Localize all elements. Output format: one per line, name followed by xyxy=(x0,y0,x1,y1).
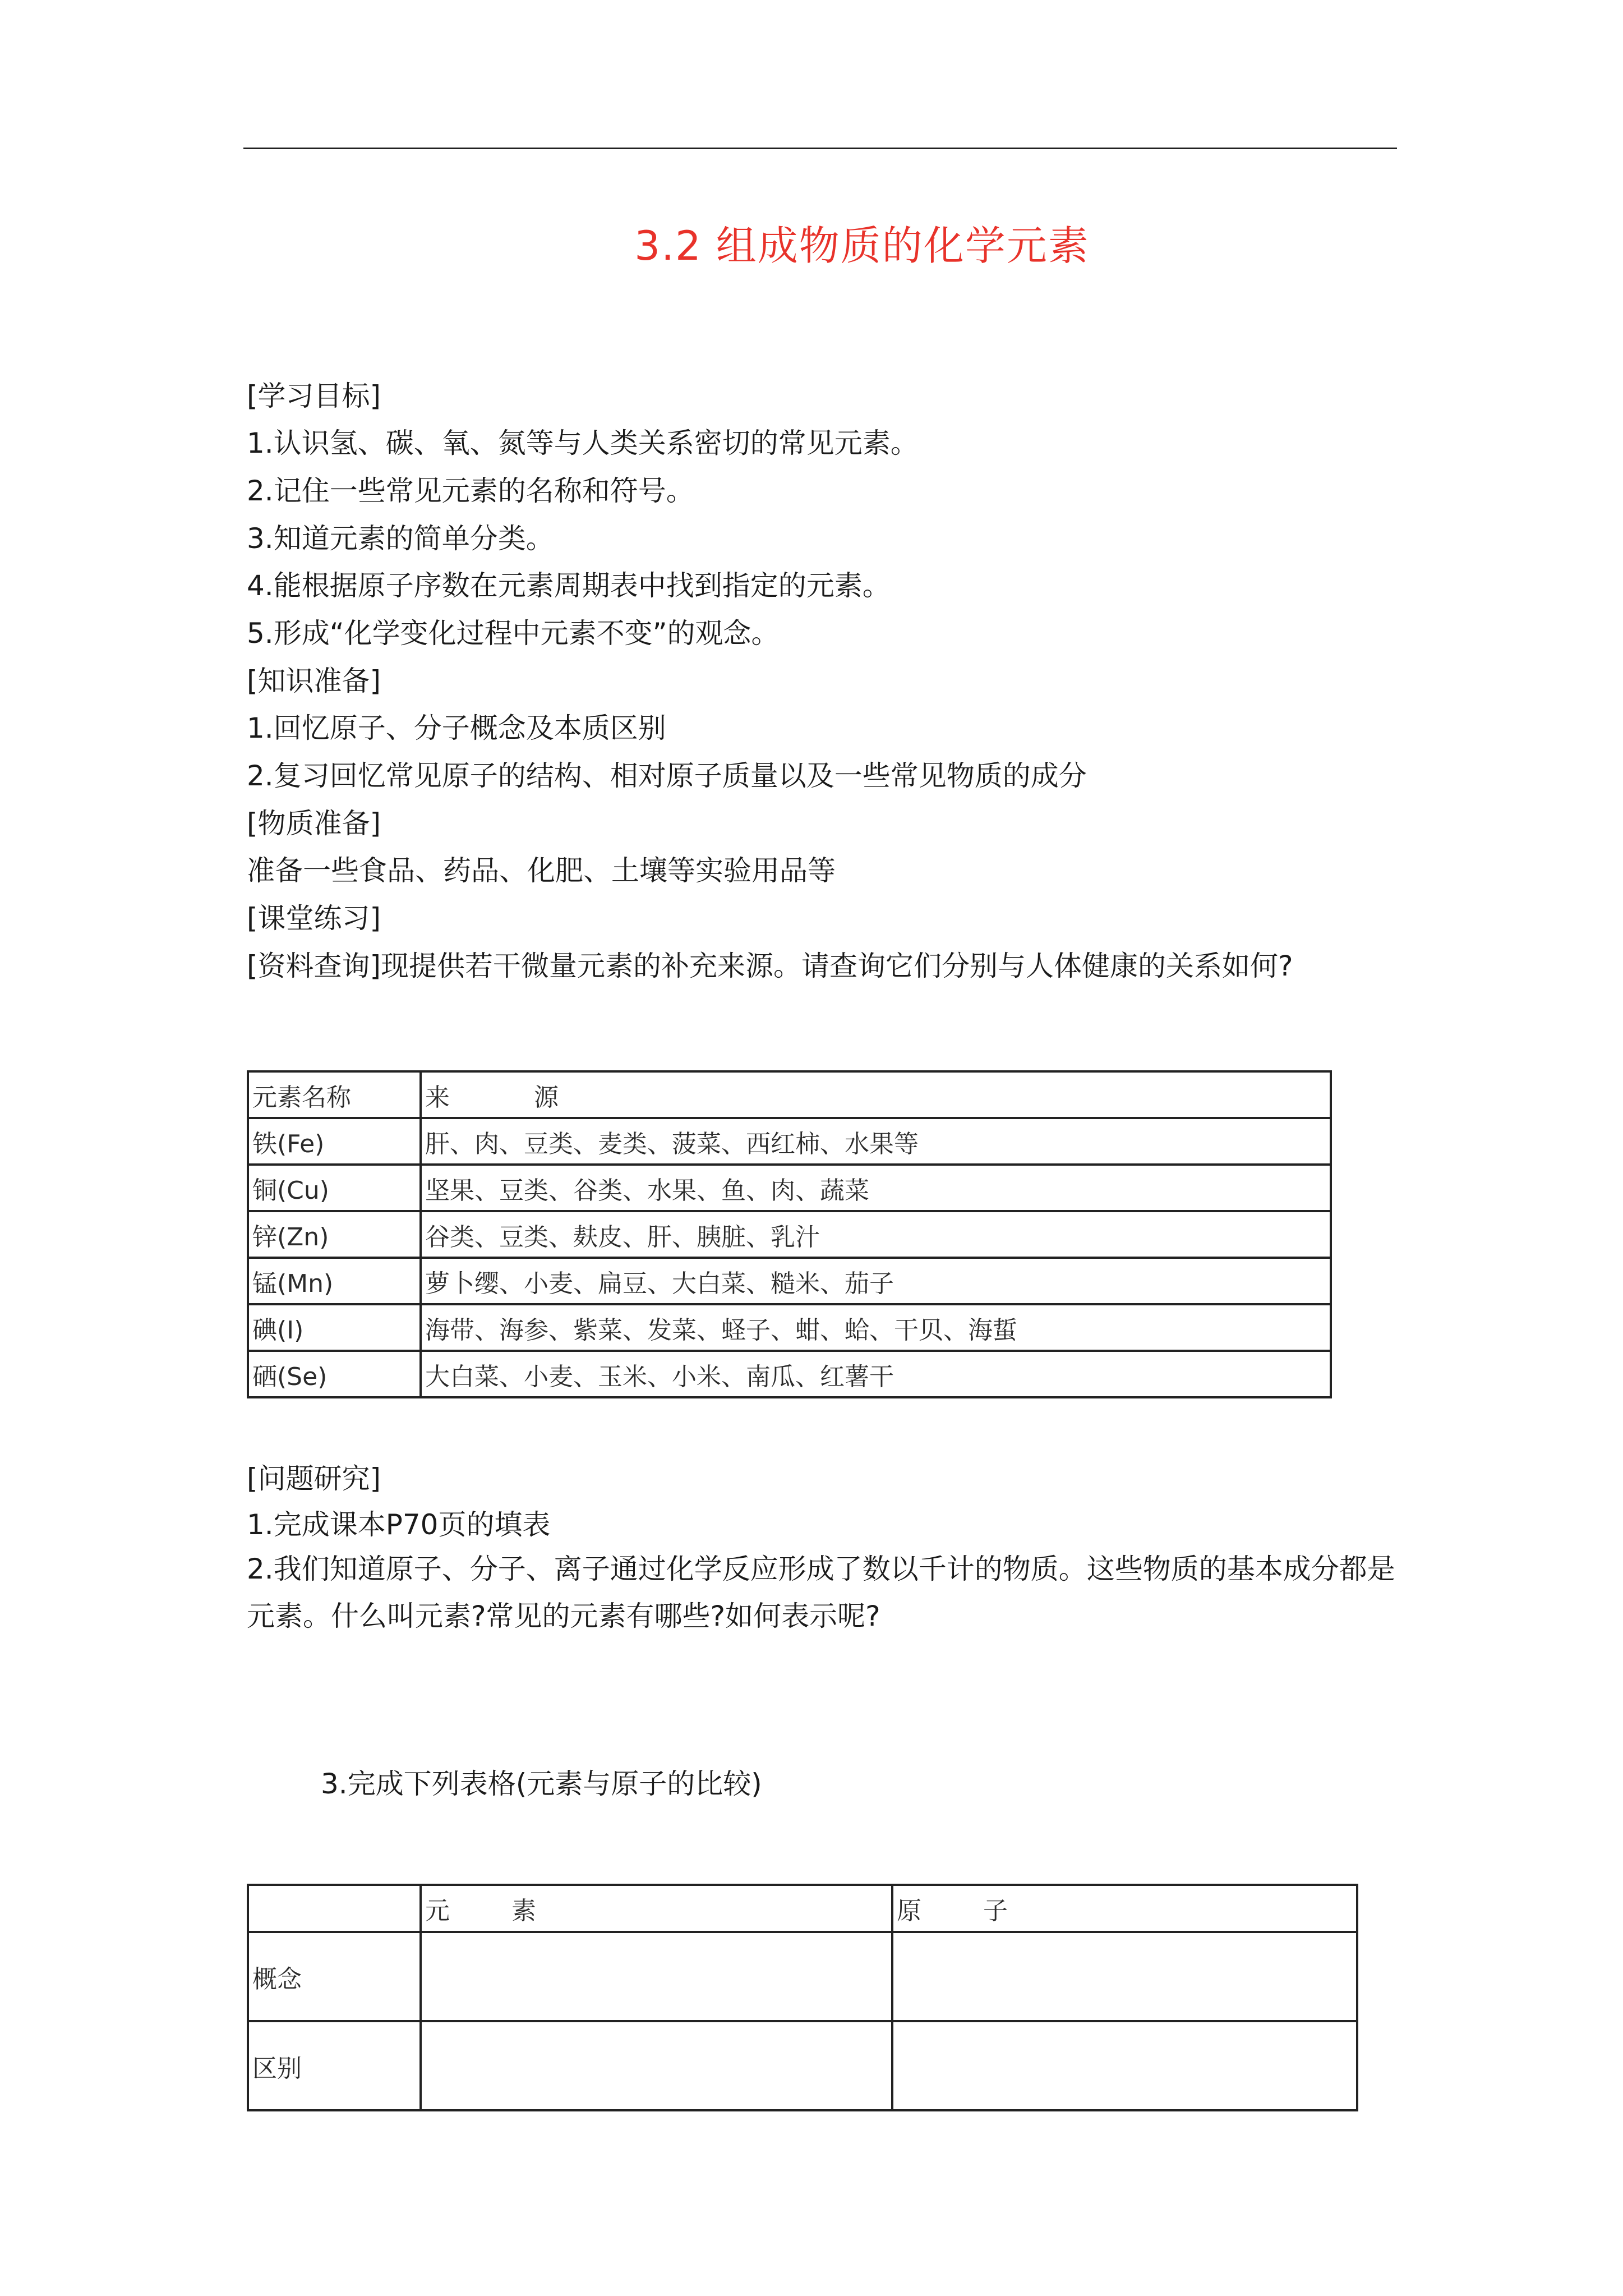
row-label-concept: 概念 xyxy=(248,1932,421,2021)
objective-item: 2.记住一些常见元素的名称和符号。 xyxy=(247,475,694,507)
objective-item: 5.形成“化学变化过程中元素不变”的观念。 xyxy=(247,617,780,650)
element-name-cell: 锌(Zn) xyxy=(248,1211,421,1258)
table-row xyxy=(248,1211,1331,1258)
objectives-heading: [学习目标] xyxy=(247,380,381,412)
table-row xyxy=(248,2021,1357,2110)
header-atom-part: 原 xyxy=(897,1897,921,1925)
header-element-part: 元 xyxy=(425,1897,450,1925)
element-source-table xyxy=(247,1070,1332,1398)
research-item: 1.完成课本P70页的填表 xyxy=(247,1508,551,1541)
element-source-cell: 海带、海参、紫菜、发菜、蛏子、蚶、蛤、干贝、海蜇 xyxy=(421,1304,1331,1351)
element-name-cell: 锰(Mn) xyxy=(248,1258,421,1304)
material-prep-heading: [物质准备] xyxy=(247,807,381,840)
header-source xyxy=(421,1071,1331,1118)
table-header-row xyxy=(248,1885,1357,1932)
header-element-name: 元素名称 xyxy=(248,1071,421,1118)
material-prep-text: 准备一些食品、药品、化肥、土壤等实验用品等 xyxy=(247,854,836,887)
element-name-cell: 铜(Cu) xyxy=(248,1165,421,1211)
header-source-part: 源 xyxy=(534,1083,559,1112)
header-atom-part: 子 xyxy=(983,1897,1008,1925)
page-title: 3.2 组成物质的化学元素 xyxy=(634,222,1090,269)
element-name-cell: 铁(Fe) xyxy=(248,1118,421,1165)
element-source-cell: 肝、肉、豆类、麦类、菠菜、西红柿、水果等 xyxy=(421,1118,1331,1165)
header-source-part: 来 xyxy=(425,1083,450,1112)
blank-answer-cell[interactable] xyxy=(892,2021,1357,2110)
table-row xyxy=(248,1304,1331,1351)
objective-item: 4.能根据原子序数在元素周期表中找到指定的元素。 xyxy=(247,569,891,602)
table-row xyxy=(248,1932,1357,2021)
blank-answer-cell[interactable] xyxy=(421,2021,892,2110)
element-atom-compare-table xyxy=(247,1884,1358,2111)
table-row xyxy=(248,1351,1331,1397)
table-row xyxy=(248,1258,1331,1304)
knowledge-prep-item: 2.复习回忆常见原子的结构、相对原子质量以及一些常见物质的成分 xyxy=(247,760,1087,792)
query-prompt: [资料查询]现提供若干微量元素的补充来源。请查询它们分别与人体健康的关系如何? xyxy=(247,950,1293,982)
practice-heading: [课堂练习] xyxy=(247,902,381,935)
element-name-cell: 硒(Se) xyxy=(248,1351,421,1397)
research-item: 2.我们知道原子、分子、离子通过化学反应形成了数以千计的物质。这些物质的基本成分都是元素。什么叫元素?常见的元素有哪些?如何表示呢? xyxy=(247,1553,1395,1632)
header-rule xyxy=(243,148,1397,149)
research-item: 3.完成下列表格(元素与原子的比较) xyxy=(321,1768,762,1800)
header-element xyxy=(421,1885,892,1932)
blank-answer-cell[interactable] xyxy=(892,1932,1357,2021)
table-header-row xyxy=(248,1071,1331,1118)
element-name-cell: 碘(I) xyxy=(248,1304,421,1351)
element-source-cell: 坚果、豆类、谷类、水果、鱼、肉、蔬菜 xyxy=(421,1165,1331,1211)
objective-item: 3.知道元素的简单分类。 xyxy=(247,522,554,555)
element-source-cell: 谷类、豆类、麸皮、肝、胰脏、乳汁 xyxy=(421,1211,1331,1258)
header-element-part: 素 xyxy=(511,1897,536,1925)
blank-answer-cell[interactable] xyxy=(421,1932,892,2021)
header-empty-cell xyxy=(248,1885,421,1932)
table-row xyxy=(248,1118,1331,1165)
research-heading: [问题研究] xyxy=(247,1462,381,1495)
objective-item: 1.认识氢、碳、氧、氮等与人类关系密切的常见元素。 xyxy=(247,427,919,459)
element-source-cell: 大白菜、小麦、玉米、小米、南瓜、红薯干 xyxy=(421,1351,1331,1397)
row-label-difference: 区别 xyxy=(248,2021,421,2110)
knowledge-prep-item: 1.回忆原子、分子概念及本质区别 xyxy=(247,712,666,744)
knowledge-prep-heading: [知识准备] xyxy=(247,665,381,697)
header-atom xyxy=(892,1885,1357,1932)
table-row xyxy=(248,1165,1331,1211)
element-source-cell: 萝卜缨、小麦、扁豆、大白菜、糙米、茄子 xyxy=(421,1258,1331,1304)
